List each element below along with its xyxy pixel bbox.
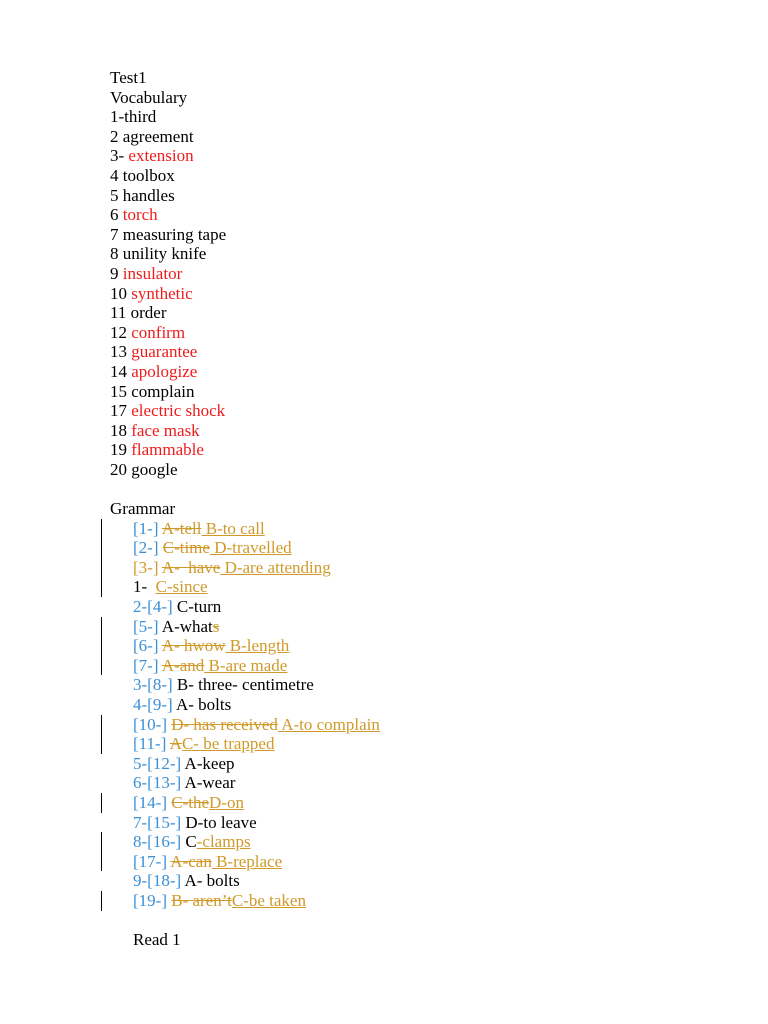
- inserted-answer: B-length: [225, 636, 290, 656]
- grammar-question-number: [1-]: [133, 518, 162, 538]
- vocabulary-number: 8: [110, 244, 123, 264]
- vocabulary-number: 10: [110, 283, 132, 303]
- vocabulary-word: extension: [128, 146, 194, 166]
- vocabulary-number: 13: [110, 342, 132, 362]
- vocabulary-number: 18: [110, 420, 132, 440]
- vocabulary-word: insulator: [122, 263, 183, 283]
- revision-change-bar: [101, 617, 102, 637]
- revision-change-bar: [101, 538, 102, 558]
- vocabulary-word: guarantee: [131, 342, 198, 362]
- vocabulary-item: [110, 225, 730, 245]
- revision-change-bar: [101, 793, 102, 813]
- grammar-item: [110, 715, 730, 735]
- grammar-item: [110, 891, 730, 911]
- grammar-question-number: 9-[18-]: [133, 871, 185, 891]
- vocabulary-word: toolbox: [122, 165, 175, 185]
- grammar-question-number: 5-[12-]: [133, 753, 185, 773]
- grammar-question-number: [19-]: [133, 890, 172, 910]
- inserted-answer: C-since: [155, 577, 208, 597]
- grammar-answer: A-wear: [184, 773, 236, 793]
- deleted-answer: D- has received: [171, 714, 278, 734]
- vocabulary-word: apologize: [131, 361, 198, 381]
- deleted-answer: B- aren’t: [171, 890, 232, 910]
- vocabulary-word: flammable: [131, 440, 204, 460]
- grammar-item: [110, 871, 730, 891]
- deleted-answer: C-time: [162, 538, 210, 558]
- deleted-answer: A-can: [170, 851, 212, 871]
- vocabulary-word: measuring tape: [122, 224, 227, 244]
- revision-change-bar: [101, 656, 102, 676]
- vocabulary-item: [110, 107, 730, 127]
- vocabulary-number: 20: [110, 459, 132, 479]
- grammar-question-number: 6-[13-]: [133, 773, 185, 793]
- grammar-answer: A- bolts: [184, 871, 240, 891]
- vocabulary-item: [110, 303, 730, 323]
- vocabulary-number: 15: [110, 381, 132, 401]
- grammar-item: [110, 617, 730, 637]
- vocabulary-item: [110, 146, 730, 166]
- document-title: Test1: [110, 68, 147, 87]
- grammar-question-number: [2-]: [133, 538, 163, 558]
- inserted-answer: D-on: [209, 792, 244, 812]
- grammar-prefix: 1-: [133, 577, 156, 597]
- vocabulary-word: electric shock: [131, 401, 226, 421]
- vocabulary-number: 5: [110, 185, 123, 205]
- vocabulary-item: [110, 440, 730, 460]
- vocabulary-number: 11: [110, 303, 131, 323]
- vocabulary-number: 1-: [110, 107, 125, 127]
- vocabulary-number: 2: [110, 126, 123, 146]
- grammar-question-number: 7-[15-]: [133, 812, 186, 832]
- grammar-answer: D-to leave: [185, 812, 257, 832]
- vocabulary-item: [110, 382, 730, 402]
- revision-change-bar: [101, 891, 102, 911]
- grammar-item: [110, 852, 730, 872]
- revision-change-bar: [101, 636, 102, 656]
- vocabulary-item: [110, 421, 730, 441]
- grammar-item: [110, 519, 730, 539]
- grammar-item: [110, 754, 730, 774]
- blank-line: [110, 911, 730, 931]
- vocabulary-word: google: [131, 459, 178, 479]
- deleted-answer: A: [169, 734, 182, 754]
- vocabulary-number: 17: [110, 401, 132, 421]
- vocabulary-item: [110, 127, 730, 147]
- grammar-item: [110, 773, 730, 793]
- revision-change-bar: [101, 852, 102, 872]
- deleted-answer: A- hwow: [161, 636, 226, 656]
- inserted-answer: B-replace: [211, 851, 283, 871]
- inserted-answer: B-are made: [204, 655, 288, 675]
- section-heading-vocabulary: Vocabulary: [110, 87, 188, 107]
- vocabulary-item: [110, 342, 730, 362]
- deleted-answer: A- have: [161, 557, 221, 577]
- vocabulary-list: [110, 107, 730, 479]
- revision-change-bar: [101, 519, 102, 539]
- grammar-item: [110, 558, 730, 578]
- grammar-question-number: 3-[8-]: [133, 675, 177, 695]
- vocabulary-item: [110, 244, 730, 264]
- vocabulary-item: [110, 323, 730, 343]
- document-page: [110, 68, 730, 950]
- revision-change-bar: [101, 715, 102, 735]
- grammar-question-number: [10-]: [133, 714, 172, 734]
- section-heading-grammar: Grammar: [110, 499, 176, 519]
- revision-change-bar: [101, 734, 102, 754]
- vocabulary-number: 3-: [110, 146, 129, 166]
- grammar-item: [110, 695, 730, 715]
- grammar-question-number: 8-[16-]: [133, 832, 186, 852]
- grammar-question-number: [11-]: [133, 734, 170, 754]
- deleted-answer: A-and: [161, 655, 205, 675]
- deleted-answer: A-tell: [161, 518, 202, 538]
- inserted-answer: D-travelled: [209, 538, 292, 558]
- grammar-list: [110, 519, 730, 911]
- grammar-answer: A- bolts: [175, 695, 232, 714]
- vocabulary-word: third: [124, 107, 157, 127]
- grammar-answer: C: [185, 832, 197, 852]
- inserted-answer: C-be taken: [231, 890, 306, 910]
- grammar-question-number: 2-[4-]: [133, 597, 177, 617]
- vocabulary-item: [110, 460, 730, 480]
- vocabulary-number: 14: [110, 361, 132, 381]
- deleted-answer: C-the: [171, 792, 210, 812]
- vocabulary-word: confirm: [131, 322, 186, 342]
- inserted-answer: -clamps: [196, 832, 251, 852]
- blank-line: [110, 479, 730, 499]
- vocabulary-number: 19: [110, 440, 132, 460]
- grammar-question-number: [14-]: [133, 792, 172, 812]
- grammar-item: [110, 597, 730, 617]
- vocabulary-number: 12: [110, 322, 132, 342]
- grammar-answer: A-keep: [184, 753, 235, 773]
- vocabulary-word: agreement: [122, 126, 194, 146]
- grammar-question-number: 4-[9-]: [133, 695, 176, 714]
- grammar-answer: C-turn: [176, 597, 222, 617]
- deleted-answer: s: [212, 616, 220, 636]
- grammar-item: [110, 636, 730, 656]
- grammar-question-number: [7-]: [133, 655, 162, 675]
- grammar-answer: A-what: [161, 616, 213, 636]
- vocabulary-word: complain: [131, 381, 195, 401]
- grammar-item: [110, 793, 730, 813]
- grammar-item: [110, 538, 730, 558]
- grammar-item: [110, 577, 730, 597]
- inserted-answer: B-to call: [201, 518, 265, 538]
- vocabulary-item: [110, 166, 730, 186]
- grammar-question-number: [6-]: [133, 636, 162, 656]
- vocabulary-word: torch: [122, 205, 158, 225]
- grammar-item: [110, 832, 730, 852]
- grammar-answer: B- three- centimetre: [176, 675, 314, 695]
- inserted-answer: C- be trapped: [181, 734, 275, 754]
- vocabulary-number: 7: [110, 224, 123, 244]
- vocabulary-item: [110, 362, 730, 382]
- vocabulary-item: [110, 205, 730, 225]
- vocabulary-word: face mask: [131, 420, 200, 440]
- vocabulary-word: order: [130, 303, 167, 323]
- inserted-answer: D-are attending: [220, 557, 331, 577]
- grammar-question-number: [17-]: [133, 851, 171, 871]
- inserted-answer: A-to complain: [277, 714, 380, 734]
- grammar-question-number: [5-]: [133, 616, 162, 636]
- vocabulary-number: 9: [110, 263, 123, 283]
- vocabulary-item: [110, 284, 730, 304]
- vocabulary-word: handles: [122, 185, 175, 205]
- vocabulary-word: unility knife: [122, 244, 207, 264]
- grammar-item: [110, 675, 730, 695]
- vocabulary-item: [110, 186, 730, 206]
- grammar-item: [110, 813, 730, 833]
- vocabulary-number: 4: [110, 165, 123, 185]
- grammar-question-number: [3-]: [133, 557, 162, 577]
- vocabulary-item: [110, 401, 730, 421]
- revision-change-bar: [101, 577, 102, 597]
- section-heading-reading: Read 1: [133, 930, 181, 950]
- vocabulary-item: [110, 264, 730, 284]
- revision-change-bar: [101, 832, 102, 852]
- grammar-item: [110, 734, 730, 754]
- revision-change-bar: [101, 558, 102, 578]
- grammar-item: [110, 656, 730, 676]
- vocabulary-word: synthetic: [131, 283, 193, 303]
- vocabulary-number: 6: [110, 205, 123, 225]
